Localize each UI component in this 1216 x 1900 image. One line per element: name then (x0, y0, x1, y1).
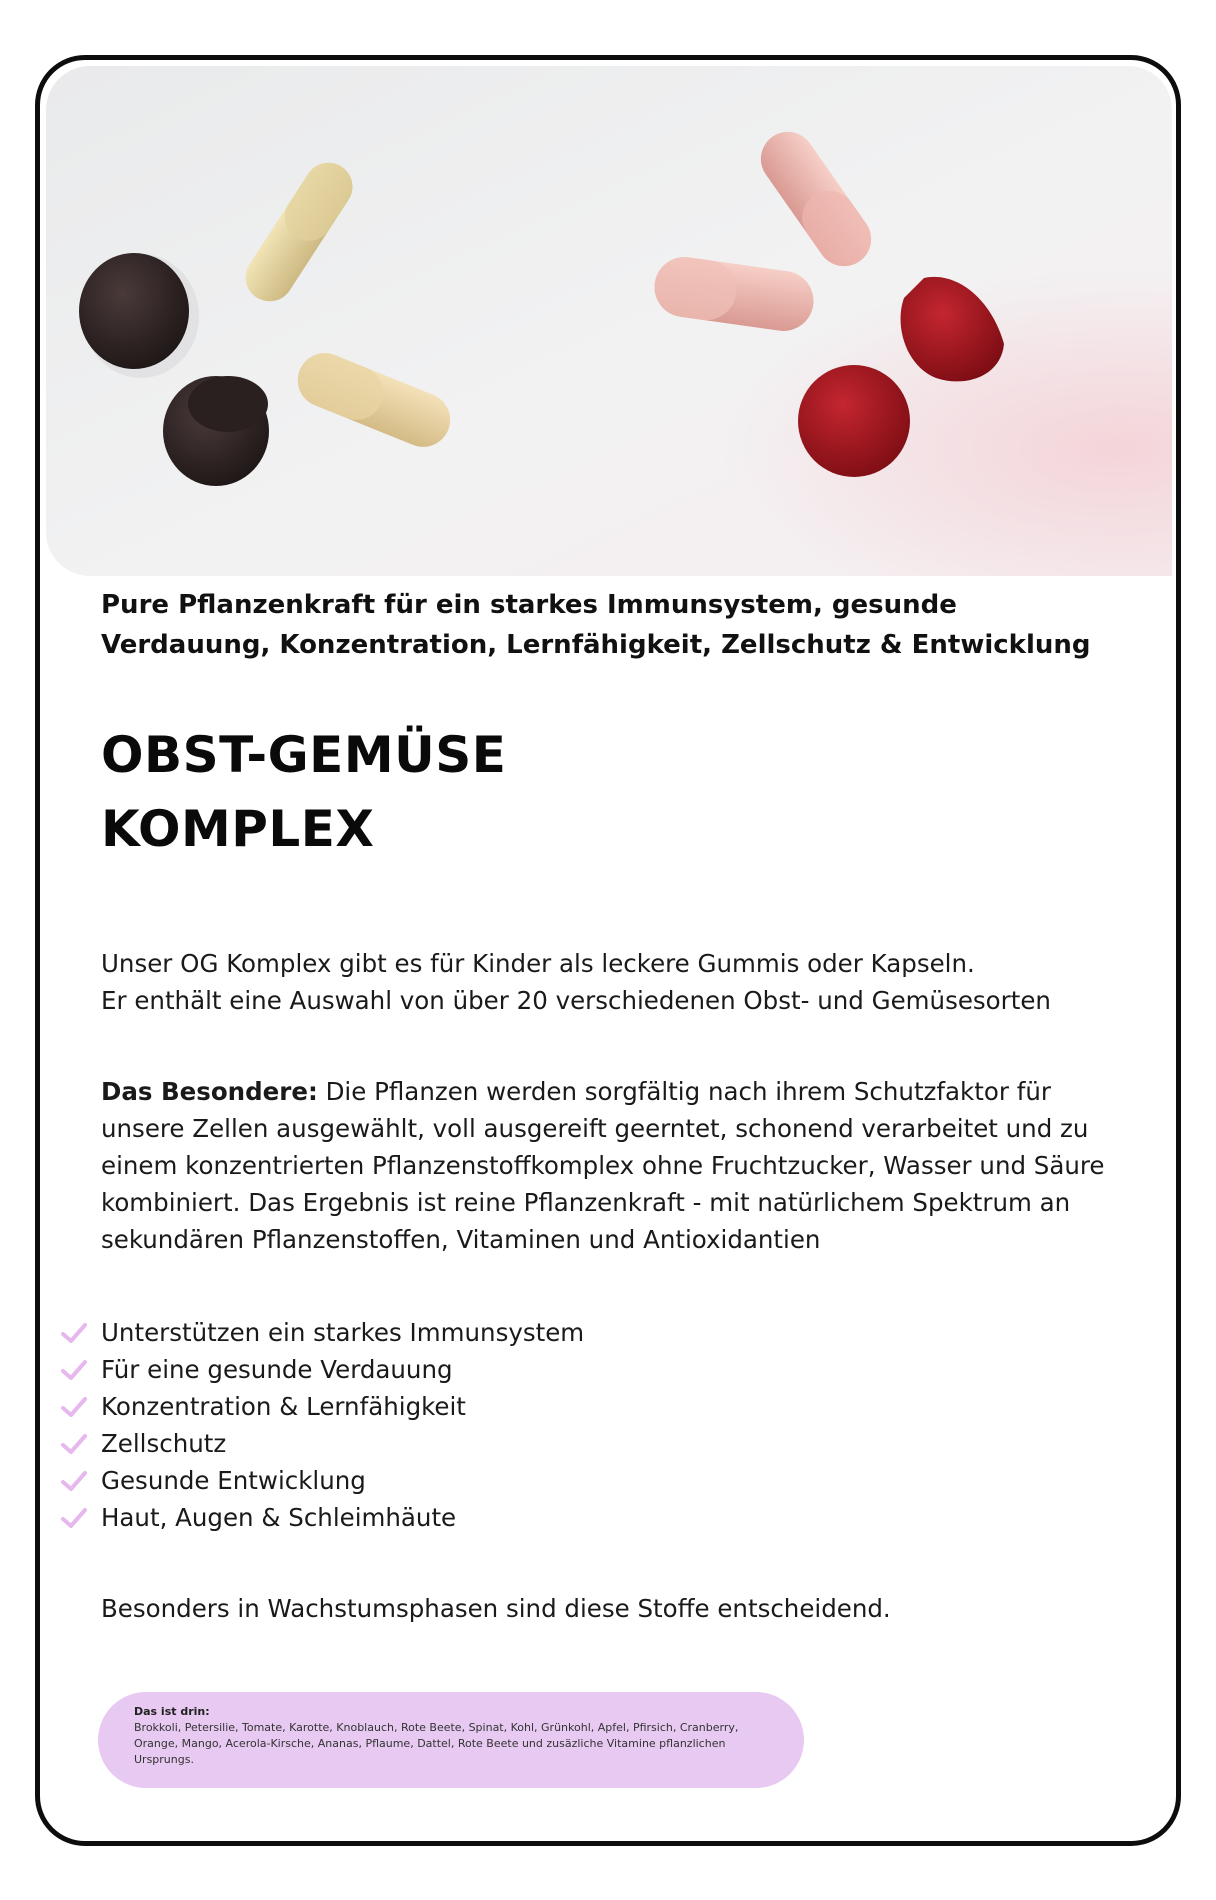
benefit-label: Gesunde Entwicklung (101, 1466, 366, 1495)
page-title (101, 718, 506, 866)
product-card (35, 55, 1181, 1846)
list-item (58, 1351, 584, 1388)
closing-text: Besonders in Wachstumsphasen sind diese Stoffe entscheidend. (101, 1594, 891, 1623)
list-item (58, 1499, 584, 1536)
check-icon (58, 1317, 90, 1349)
list-item (58, 1462, 584, 1499)
hero-image (46, 66, 1172, 576)
list-item (58, 1314, 584, 1351)
supplement-photo (46, 66, 1172, 576)
benefit-label: Konzentration & Lernfähigkeit (101, 1392, 466, 1421)
benefits-list (58, 1314, 584, 1536)
subtitle: Pure Pflanzenkraft für ein starkes Immunsystem, gesunde Verdauung, Konzentration, Lernfähigkeit, Zellschutz & Entwicklung (101, 590, 1091, 660)
benefit-label: Haut, Augen & Schleimhäute (101, 1503, 457, 1532)
special-paragraph (101, 1073, 1131, 1258)
special-label: Das Besondere: (101, 1077, 318, 1106)
check-icon (58, 1391, 90, 1423)
check-icon (58, 1502, 90, 1534)
benefit-label: Für eine gesunde Verdauung (101, 1355, 453, 1384)
special-text: Die Pflanzen werden sorgfältig nach ihrem Schutzfaktor für unsere Zellen ausgewählt, voll ausgereift geerntet, schonend verarbeitet und zu einem konzentrierten Pflanzenstoffkomplex ohne Fruchtzucker, Wasser und Säure kombiniert. Das Ergebnis ist reine Pflanzenkraft - mit natürlichem Spektrum an sekundären Pflanzenstoffen, Vitaminen und Antioxidantien (101, 1077, 1105, 1254)
benefit-label: Zellschutz (101, 1429, 227, 1458)
ingredients-heading: Das ist drin: (134, 1705, 210, 1718)
list-item (58, 1425, 584, 1462)
ingredients-box (98, 1692, 804, 1788)
list-item (58, 1388, 584, 1425)
intro-line-1: Unser OG Komplex gibt es für Kinder als leckere Gummis oder Kapseln. (101, 949, 975, 978)
intro-paragraph (101, 945, 1161, 1019)
title-line-1: OBST-GEMÜSE (101, 726, 507, 784)
check-icon (58, 1354, 90, 1386)
title-line-2: KOMPLEX (101, 800, 375, 858)
benefit-label: Unterstützen ein starkes Immunsystem (101, 1318, 585, 1347)
ingredients-text: Brokkoli, Petersilie, Tomate, Karotte, Knoblauch, Rote Beete, Spinat, Kohl, Grünkohl, Apfel, Pfirsich, Cranberry, Orange, Mango, Acerola-Kirsche, Ananas, Pflaume, Dattel, Rote Beete und zusäzliche Vitamine pflanzlichen Ursprungs. (134, 1721, 739, 1766)
intro-line-2: Er enthält eine Auswahl von über 20 verschiedenen Obst- und Gemüsesorten (101, 986, 1051, 1015)
check-icon (58, 1428, 90, 1460)
check-icon (58, 1465, 90, 1497)
